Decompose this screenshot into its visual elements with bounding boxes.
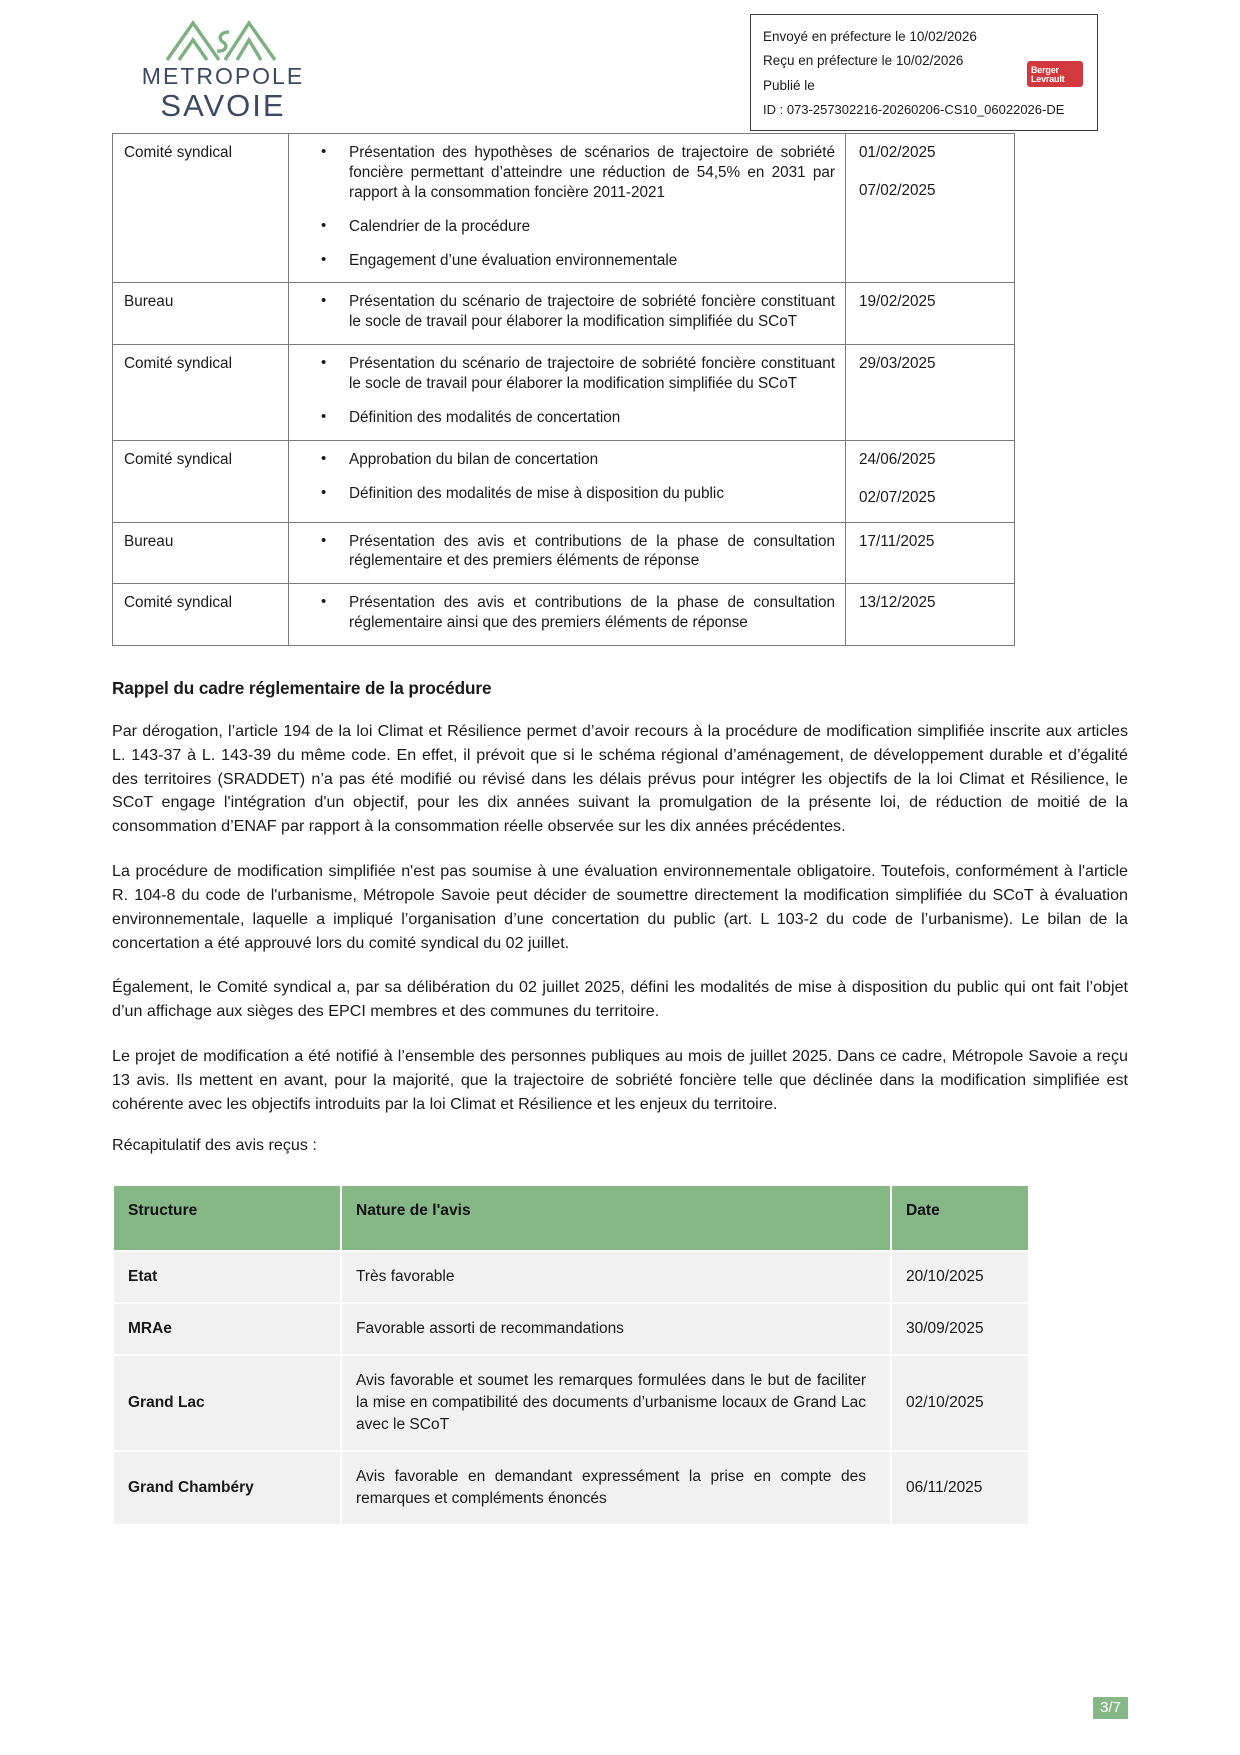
date-value: 13/12/2025 — [859, 594, 936, 612]
schedule-items — [289, 134, 846, 283]
avis-table-body — [113, 1251, 1029, 1525]
list-item: • Présentation des avis et contributions de la phase de consultation réglementaire et des premiers éléments de réponse — [295, 532, 835, 572]
list-item: • Présentation des avis et contributions de la phase de consultation réglementaire ainsi que des premiers éléments de réponse — [295, 593, 835, 633]
table-header-row — [113, 1185, 1029, 1251]
paragraph: Le projet de modification a été notifié à l’ensemble des personnes publiques au mois de juillet 2025. Dans ce cadre, Métropole Savoie a reçu 13 avis. Ils mettent en avant, pour la majorité, que la trajectoire de sobriété foncière telle que déclinée dans la modification simplifiée est cohérente avec les objectifs introduits par la loi Climat et Résilience et les enjeux du territoire. — [112, 1046, 1128, 1113]
avis-table-head — [113, 1185, 1029, 1251]
paragraph: Par dérogation, l’article 194 de la loi Climat et Résilience permet d’avoir recours à la procédure de modification simplifiée inscrite aux articles L. 143-37 à L. 143-39 du même code. En effet, il prévoit que si le schéma régional d’aménagement, de développement durable et d’égalité des territoires (SRADDET) n’a pas été modifié ou révisé dans les délais prévus pour intégrer les objectifs de la loi Climat et Résilience, le SCoT engage l'intégration d'un objectif, pour les dix années suivant la promulgation de la présente loi, de réduction de moitié de la consommation d’ENAF par rapport à la consommation réelle observée sur les dix années précédentes. — [112, 722, 1128, 836]
section-title: Rappel du cadre réglementaire de la procédure — [112, 678, 492, 698]
bullet-list — [295, 354, 835, 428]
schedule-items — [289, 584, 846, 646]
date-value: 29/03/2025 — [859, 355, 936, 373]
paragraph: Également, le Comité syndical a, par sa délibération du 02 juillet 2025, défini les modalités de mise à disposition du public qui ont fait l’objet d’un affichage aux sièges des EPCI membres et des communes du territoire. — [112, 978, 1128, 1021]
page-header — [0, 0, 1240, 122]
schedule-organ: Comité syndical — [113, 345, 289, 441]
schedule-organ: Bureau — [113, 522, 289, 584]
avis-nature: Très favorable — [341, 1251, 891, 1303]
avis-nature: Avis favorable et soumet les remarques formulées dans le but de faciliter la mise en compatibilité des documents d’urbanisme locaux de Grand Lac avec le SCoT — [341, 1355, 891, 1451]
table-row — [113, 345, 1015, 441]
logo-text-metropole: METROPOLE — [141, 63, 305, 89]
page-content — [112, 133, 1128, 1526]
schedule-table — [112, 133, 1015, 646]
bullet-list — [295, 143, 835, 270]
bullet-list — [295, 292, 835, 332]
column-header-nature: Nature de l'avis — [341, 1185, 891, 1251]
schedule-items — [289, 345, 846, 441]
avis-structure: Grand Lac — [113, 1355, 341, 1451]
list-item: • Présentation du scénario de trajectoire de sobriété foncière constituant le socle de travail pour élaborer la modification simplifiée du SCoT — [295, 354, 835, 394]
date-value: 19/02/2025 — [859, 293, 936, 311]
schedule-dates — [846, 134, 1015, 283]
column-header-structure: Structure — [113, 1185, 341, 1251]
bullet-list — [295, 532, 835, 572]
table-row — [113, 134, 1015, 283]
prefecture-stamp-box — [750, 14, 1098, 131]
date-value: 17/11/2025 — [859, 532, 935, 550]
paragraph: La procédure de modification simplifiée n'est pas soumise à une évaluation environnementale obligatoire. Toutefois, conformément à l'article R. 104-8 du code de l'urbanisme, Métropole Savoie peut décider de soumettre directement la modification simplifiée du SCoT à évaluation environnementale, laquelle a impliqué l’organisation d’une concertation du public (art. L 103-2 du code de l’urbanisme). Le bilan de la concertation a été approuvé lors du comité syndical du 02 juillet. — [112, 862, 1128, 952]
avis-nature: Favorable assorti de recommandations — [341, 1303, 891, 1355]
date-value: 02/07/2025 — [859, 488, 936, 506]
logo-text-savoie: SAVOIE — [160, 87, 286, 123]
list-item: • Approbation du bilan de concertation — [295, 450, 835, 470]
schedule-organ: Comité syndical — [113, 440, 289, 522]
table-row — [113, 440, 1015, 522]
bullet-list — [295, 593, 835, 633]
bl-logo-line1: Berger — [1031, 65, 1059, 75]
schedule-items — [289, 283, 846, 345]
schedule-organ: Comité syndical — [113, 134, 289, 283]
list-item: • Définition des modalités de concertation — [295, 408, 835, 428]
stamp-received-line: Reçu en préfecture le 10/02/2026 — [763, 53, 964, 68]
table-row — [113, 1451, 1029, 1525]
avis-date: 02/10/2025 — [891, 1355, 1029, 1451]
avis-structure: MRAe — [113, 1303, 341, 1355]
stamp-sent-line: Envoyé en préfecture le 10/02/2026 — [763, 28, 977, 44]
avis-nature: Avis favorable en demandant expressément la prise en compte des remarques et compléments énoncés — [341, 1451, 891, 1525]
metropole-savoie-mountain-icon — [163, 18, 283, 62]
schedule-table-body — [113, 134, 1015, 646]
avis-date: 30/09/2025 — [891, 1303, 1029, 1355]
date-value: 24/06/2025 — [859, 450, 936, 468]
table-row — [113, 584, 1015, 646]
schedule-dates — [846, 345, 1015, 441]
avis-date: 20/10/2025 — [891, 1251, 1029, 1303]
avis-structure: Grand Chambéry — [113, 1451, 341, 1525]
schedule-items — [289, 440, 846, 522]
table-row — [113, 283, 1015, 345]
page-number-badge: 3/7 — [1093, 1697, 1128, 1719]
avis-table-lead-in: Récapitulatif des avis reçus : — [112, 1136, 317, 1155]
table-row — [113, 1251, 1029, 1303]
avis-structure: Etat — [113, 1251, 341, 1303]
organisation-logo — [128, 18, 318, 122]
avis-date: 06/11/2025 — [891, 1451, 1029, 1525]
schedule-dates — [846, 283, 1015, 345]
stamp-published-line: Publié le — [763, 77, 815, 93]
column-header-date: Date — [891, 1185, 1029, 1251]
schedule-dates — [846, 440, 1015, 522]
schedule-dates — [846, 522, 1015, 584]
stamp-id-line: ID : 073-257302216-20260206-CS10_06022026-DE — [763, 102, 1065, 117]
table-row — [113, 1355, 1029, 1451]
date-value: 07/02/2025 — [859, 181, 936, 199]
table-row — [113, 522, 1015, 584]
avis-table — [112, 1184, 1030, 1526]
bl-logo-line2: Levrault — [1031, 74, 1065, 84]
list-item: • Définition des modalités de mise à disposition du public — [295, 484, 835, 504]
bullet-list — [295, 450, 835, 504]
date-value: 01/02/2025 — [859, 144, 936, 161]
table-row — [113, 1303, 1029, 1355]
list-item: • Présentation du scénario de trajectoire de sobriété foncière constituant le socle de travail pour élaborer la modification simplifiée du SCoT — [295, 292, 835, 332]
schedule-organ: Bureau — [113, 283, 289, 345]
schedule-dates — [846, 584, 1015, 646]
list-item: • Engagement d’une évaluation environnementale — [295, 251, 835, 271]
schedule-items — [289, 522, 846, 584]
list-item: • Calendrier de la procédure — [295, 217, 835, 237]
schedule-organ: Comité syndical — [113, 584, 289, 646]
list-item: • Présentation des hypothèses de scénarios de trajectoire de sobriété foncière permettant d’atteindre une réduction de 54,5% en 2031 par rapport à la consommation foncière 2011-2021 — [295, 143, 835, 203]
berger-levrault-logo-icon — [1027, 61, 1083, 87]
